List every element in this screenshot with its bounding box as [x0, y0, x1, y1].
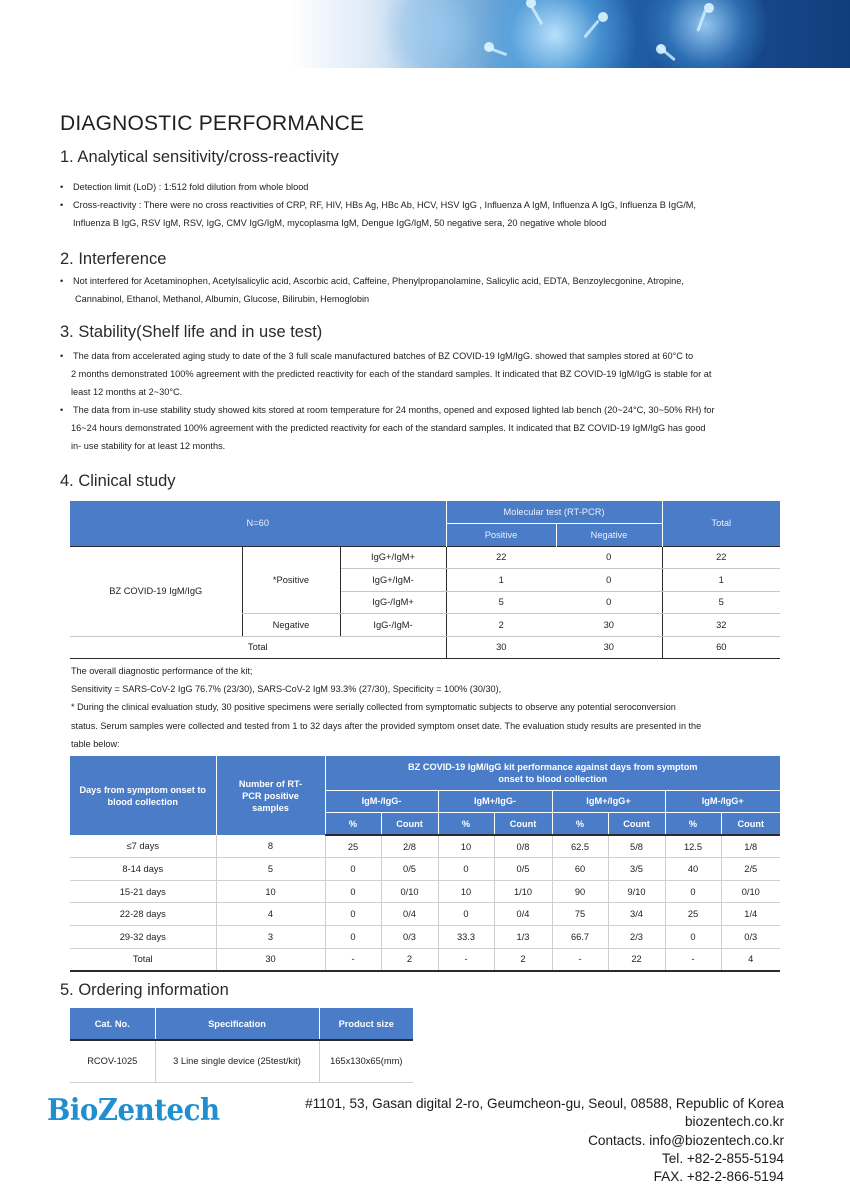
- pct-cell: 62.5: [552, 835, 608, 858]
- product-size-value: 165x130x65(mm): [319, 1040, 413, 1082]
- pct-cell: 0: [665, 926, 721, 949]
- count-cell: 1/8: [721, 835, 780, 858]
- group-header: IgM+/IgG+: [552, 790, 665, 813]
- section-5-heading: 5. Ordering information: [60, 981, 229, 999]
- total-value: 32: [662, 614, 780, 637]
- count-cell: 3/4: [608, 903, 665, 926]
- pct-cell: 0: [325, 880, 381, 903]
- days-cell: 22-28 days: [70, 903, 216, 926]
- days-cell: 29-32 days: [70, 926, 216, 949]
- positive-value: 1: [446, 569, 556, 592]
- summary-line-4: status. Serum samples were collected and tested from 1 to 32 days after the provided symptom onset date. The evaluation study results are presented in the: [71, 720, 702, 731]
- section-1-heading: 1. Analytical sensitivity/cross-reactivity: [60, 148, 339, 166]
- count-cell: 9/10: [608, 880, 665, 903]
- seroconversion-table: [70, 756, 780, 972]
- count-header: Count: [381, 813, 438, 836]
- total-value: 22: [662, 546, 780, 569]
- molecular-test-header: Molecular test (RT-PCR): [446, 501, 662, 524]
- pct-header: %: [438, 813, 494, 836]
- days-cell: 15-21 days: [70, 880, 216, 903]
- address: #1101, 53, Gasan digital 2-ro, Geumcheon-gu, Seoul, 08588, Republic of Korea: [305, 1096, 784, 1111]
- group-header: IgM+/IgG-: [438, 790, 552, 813]
- product-size-header: Product size: [319, 1008, 413, 1040]
- count-cell: 3/5: [608, 858, 665, 881]
- clinical-study-table: [70, 501, 780, 659]
- seroconversion-table-body: [70, 835, 780, 971]
- days-cell: ≤7 days: [70, 835, 216, 858]
- section-4-heading: 4. Clinical study: [60, 472, 176, 490]
- product-name-cell: BZ COVID-19 IgM/IgG: [70, 546, 242, 636]
- positive-value: 5: [446, 591, 556, 614]
- section-3-heading: 3. Stability(Shelf life and in use test): [60, 323, 323, 341]
- section-3-bullet-2-line-3: in- use stability for at least 12 months.: [71, 441, 226, 451]
- pct-cell: 25: [325, 835, 381, 858]
- count-header: Count: [608, 813, 665, 836]
- section-3-bullet-1-line-3: least 12 months at 2~30°C.: [71, 387, 183, 397]
- section-3-bullet-2-line-2: 16~24 hours demonstrated 100% agreement with the predicted reactivity for each of the standard samples. It indicated that BZ COVID-19 IgM/IgG has good: [71, 423, 706, 433]
- count-cell: 2/8: [381, 835, 438, 858]
- pct-header: %: [325, 813, 381, 836]
- summary-line-1: The overall diagnostic performance of the kit;: [71, 666, 253, 676]
- pct-cell: 0: [665, 880, 721, 903]
- negative-group-cell: Negative: [242, 614, 340, 637]
- positive-header: Positive: [446, 524, 556, 547]
- days-cell: 8-14 days: [70, 858, 216, 881]
- section-3-bullet-1: • The data from accelerated aging study to date of the 3 full scale manufactured batches of BZ COVID-19 IgM/IgG. showed that samples stored at 60°C to: [60, 347, 715, 365]
- section-3-bullet-2: • The data from in-use stability study showed kits stored at room temperature for 24 months, opened and exposed lighted lab bench (20~24°C, 30~50% RH) for: [60, 401, 715, 419]
- marker-cell: IgG+/IgM-: [340, 569, 446, 592]
- pct-cell: 0: [438, 903, 494, 926]
- pct-cell: 0: [438, 858, 494, 881]
- count-cell: 1/3: [494, 926, 552, 949]
- group-header: IgM-/IgG-: [325, 790, 438, 813]
- fax: FAX. +82-2-866-5194: [653, 1169, 784, 1185]
- negative-value: 0: [556, 569, 662, 592]
- count-cell: 2: [494, 948, 552, 971]
- contact-block: [305, 1095, 784, 1186]
- header-banner: [0, 0, 850, 68]
- total-value: 5: [662, 591, 780, 614]
- pct-cell: 10: [438, 835, 494, 858]
- total-row-label: Total: [70, 636, 446, 659]
- ordering-table: [70, 1008, 413, 1083]
- table-row: [70, 948, 780, 971]
- telephone: Tel. +82-2-855-5194: [661, 1150, 784, 1166]
- table-row: [70, 880, 780, 903]
- pct-cell: 0: [325, 858, 381, 881]
- negative-value: 0: [556, 546, 662, 569]
- count-cell: 2: [381, 948, 438, 971]
- summary-line-2: Sensitivity = SARS-CoV-2 IgG 76.7% (23/30), SARS-CoV-2 IgM 93.3% (27/30), Specificity = 100% (30/30),: [71, 684, 502, 695]
- section-2-bullet-1: • Not interfered for Acetaminophen, Acetylsalicylic acid, Ascorbic acid, Caffeine, Phenylpropanolamine, Salicylic acid, EDTA, Benzoylecgonine, Atropine,: [60, 272, 684, 290]
- count-cell: 2/3: [608, 926, 665, 949]
- pct-cell: 40: [665, 858, 721, 881]
- sample-count-cell: 10: [216, 880, 325, 903]
- pct-header: %: [552, 813, 608, 836]
- section-1-bullet-2-cont: Influenza B IgG, RSV IgM, RSV, IgG, CMV IgG/IgM, mycoplasma IgM, Dengue IgG/IgM, 50 negative sera, 20 negative whole blood: [73, 218, 607, 228]
- marker-cell: IgG-/IgM-: [340, 614, 446, 637]
- performance-header: BZ COVID-19 IgM/IgG kit performance against days from symptom onset to blood collection: [325, 756, 780, 790]
- days-cell: Total: [70, 948, 216, 971]
- count-cell: 0/8: [494, 835, 552, 858]
- sample-count-cell: 5: [216, 858, 325, 881]
- count-cell: 1/10: [494, 880, 552, 903]
- count-cell: 0/10: [381, 880, 438, 903]
- section-1-bullet-2: • Cross-reactivity : There were no cross reactivities of CRP, RF, HIV, HBs Ag, HBc Ab, HCV, HSV IgG , Influenza A IgM, Influenza A IgG, Influenza B IgG/M,: [60, 196, 696, 214]
- website-link[interactable]: biozentech.co.kr: [685, 1114, 784, 1130]
- section-1-bullet-1: • Detection limit (LoD) : 1:512 fold dilution from whole blood: [60, 178, 696, 196]
- total-value: 1: [662, 569, 780, 592]
- section-2-bullet-1-cont: Cannabinol, Ethanol, Methanol, Albumin, Glucose, Bilirubin, Hemoglobin: [75, 294, 370, 304]
- section-3-body: [60, 347, 715, 455]
- pct-cell: 66.7: [552, 926, 608, 949]
- marker-cell: IgG-/IgM+: [340, 591, 446, 614]
- pct-cell: 25: [665, 903, 721, 926]
- total-header: Total: [662, 501, 780, 546]
- summary-line-3: * During the clinical evaluation study, 30 positive specimens were serially collected from symptomatic subjects to observe any potential seroconversion: [71, 702, 676, 713]
- count-header: Count: [721, 813, 780, 836]
- section-3-bullet-1-line-2: 2 months demonstrated 100% agreement with the predicted reactivity for each of the standard samples. It indicated that BZ COVID-19 IgM/IgG is stable for at: [71, 369, 712, 379]
- pct-cell: -: [665, 948, 721, 971]
- sample-count-cell: 30: [216, 948, 325, 971]
- pct-cell: -: [325, 948, 381, 971]
- section-1-body: [60, 178, 696, 232]
- pct-cell: 60: [552, 858, 608, 881]
- marker-cell: IgG+/IgM+: [340, 546, 446, 569]
- count-cell: 0/5: [381, 858, 438, 881]
- n-label: N=60: [70, 501, 446, 546]
- count-cell: 22: [608, 948, 665, 971]
- count-cell: 0/3: [721, 926, 780, 949]
- count-cell: 0/4: [494, 903, 552, 926]
- company-logo: BioZentech: [47, 1093, 220, 1128]
- section-2-heading: 2. Interference: [60, 250, 167, 268]
- total-row-positive: 30: [446, 636, 556, 659]
- table-row: [70, 835, 780, 858]
- count-cell: 0/5: [494, 858, 552, 881]
- count-cell: 2/5: [721, 858, 780, 881]
- pct-cell: 0: [325, 903, 381, 926]
- positive-value: 2: [446, 614, 556, 637]
- negative-value: 30: [556, 614, 662, 637]
- table-row: [70, 858, 780, 881]
- sample-count-cell: 3: [216, 926, 325, 949]
- pct-cell: 33.3: [438, 926, 494, 949]
- summary-line-5: table below:: [71, 738, 120, 749]
- negative-header: Negative: [556, 524, 662, 547]
- positive-value: 22: [446, 546, 556, 569]
- sample-count-cell: 8: [216, 835, 325, 858]
- days-header: Days from symptom onset to blood collection: [70, 756, 216, 835]
- section-2-body: [60, 272, 684, 308]
- sample-count-cell: 4: [216, 903, 325, 926]
- cat-no-header: Cat. No.: [70, 1008, 155, 1040]
- positive-group-cell: *Positive: [242, 546, 340, 614]
- page-title: DIAGNOSTIC PERFORMANCE: [60, 112, 365, 135]
- count-cell: 0/10: [721, 880, 780, 903]
- total-row-negative: 30: [556, 636, 662, 659]
- table-row: [70, 926, 780, 949]
- count-cell: 4: [721, 948, 780, 971]
- count-header: Count: [494, 813, 552, 836]
- negative-value: 0: [556, 591, 662, 614]
- count-cell: 0/4: [381, 903, 438, 926]
- count-cell: 0/3: [381, 926, 438, 949]
- total-row-total: 60: [662, 636, 780, 659]
- pct-cell: 10: [438, 880, 494, 903]
- pct-cell: 0: [325, 926, 381, 949]
- count-cell: 1/4: [721, 903, 780, 926]
- count-cell: 5/8: [608, 835, 665, 858]
- pct-cell: 75: [552, 903, 608, 926]
- pct-cell: 90: [552, 880, 608, 903]
- clinical-summary: [71, 662, 701, 753]
- pct-cell: -: [438, 948, 494, 971]
- contact-email[interactable]: Contacts. info@biozentech.co.kr: [588, 1132, 784, 1148]
- pct-cell: 12.5: [665, 835, 721, 858]
- specification-header: Specification: [155, 1008, 319, 1040]
- specification-value: 3 Line single device (25test/kit): [155, 1040, 319, 1082]
- pct-cell: -: [552, 948, 608, 971]
- sample-count-header: Number of RT-PCR positive samples: [216, 756, 325, 835]
- table-row: [70, 903, 780, 926]
- pct-header: %: [665, 813, 721, 836]
- cat-no-value: RCOV-1025: [70, 1040, 155, 1082]
- group-header: IgM-/IgG+: [665, 790, 780, 813]
